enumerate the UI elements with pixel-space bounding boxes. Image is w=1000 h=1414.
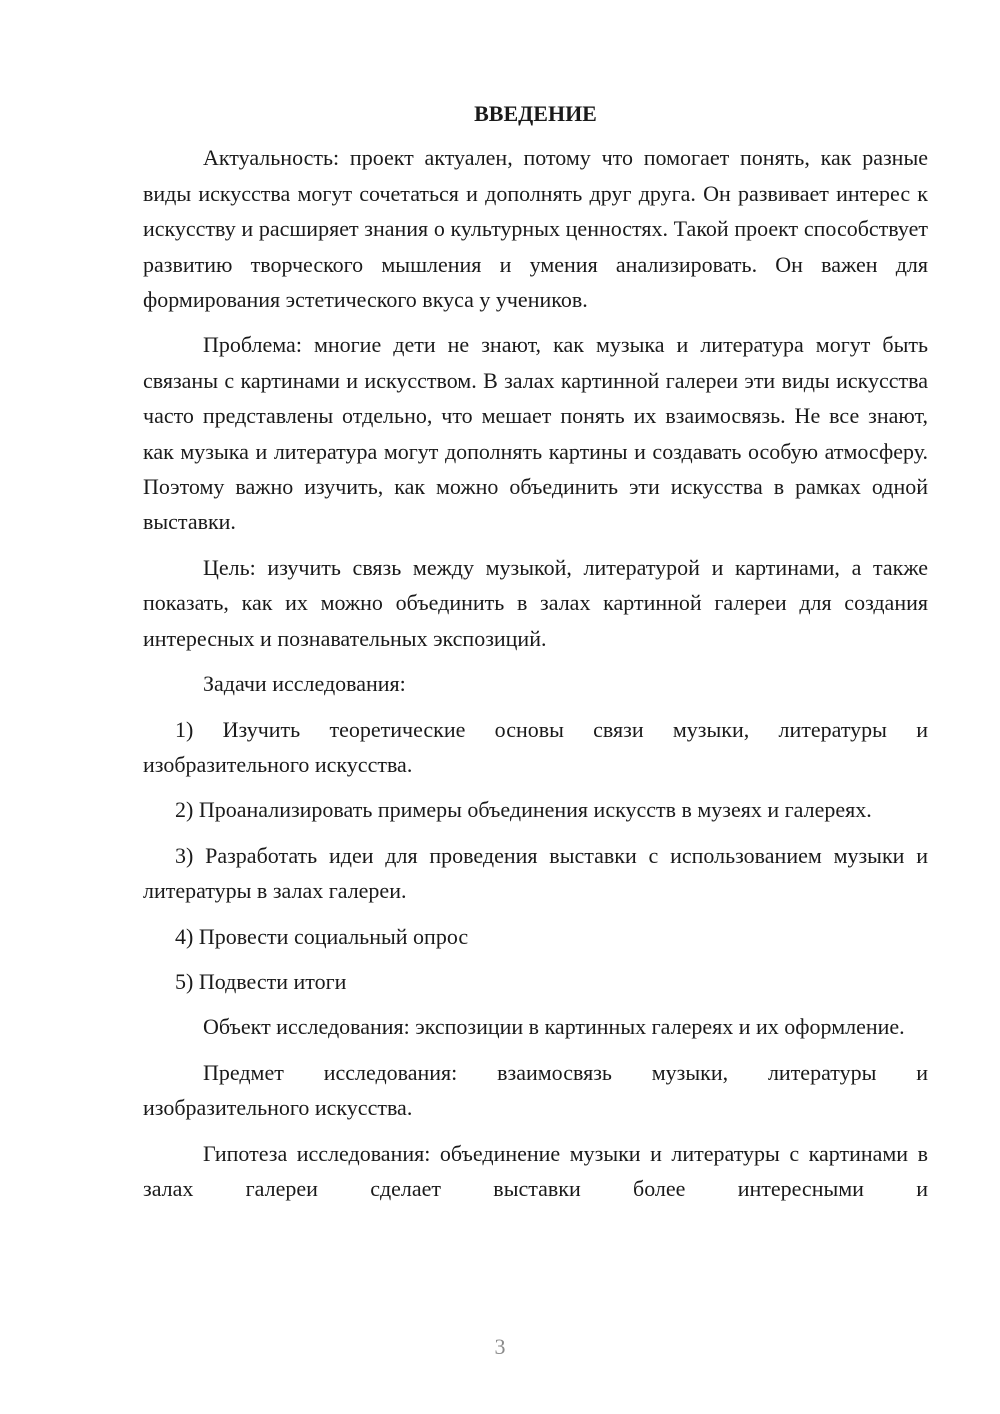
goal-paragraph: Цель: изучить связь между музыкой, литературой и картинами, а также показать, как их можно объединить в залах картинной галереи для создания интересных и познавательных экспозиций. xyxy=(143,554,928,651)
task-item: 4) Провести социальный опрос xyxy=(175,923,469,949)
object-paragraph: Объект исследования: экспозиции в картинных галереях и их оформление. xyxy=(203,1014,905,1040)
task-item: 1) Изучить теоретические основы связи музыки, литературы и изобразительного искусства. xyxy=(143,716,928,777)
tasks-heading: Задачи исследования: xyxy=(203,671,406,697)
section-heading: ВВЕДЕНИЕ xyxy=(474,101,597,126)
hypothesis-paragraph: Гипотеза исследования: объединение музыки и литературы с картинами в залах галереи сделает выставки более интересными и xyxy=(143,1140,928,1201)
problem-paragraph: Проблема: многие дети не знают, как музыка и литература могут быть связаны с картинами и искусством. В залах картинной галереи эти виды искусства часто представлены отдельно, что мешает понять их взаимосвязь. Не все знают, как музыка и литература могут дополнять картины и создавать особую атмосферу. Поэтому важно изучить, как можно объединить эти искусства в рамках одной выставки. xyxy=(143,332,928,535)
task-item: 5) Подвести итоги xyxy=(175,968,347,994)
task-item: 3) Разработать идеи для проведения выставки с использованием музыки и литературы в залах галереи. xyxy=(143,842,928,904)
subject-paragraph: Предмет исследования: взаимосвязь музыки, литературы и изобразительного искусства. xyxy=(143,1059,928,1121)
task-item: 2) Проанализировать примеры объединения искусств в музеях и галереях. xyxy=(175,797,872,823)
document-body xyxy=(143,96,928,1206)
relevance-paragraph: Актуальность: проект актуален, потому что помогает понять, как разные виды искусства могут сочетаться и дополнять друг друга. Он развивает интерес к искусству и расширяет знания о культурных ценностях. Такой проект способствует развитию творческого мышления и умения анализировать. Он важен для формирования эстетического вкуса у учеников. xyxy=(143,145,928,313)
page-number: 3 xyxy=(494,1334,506,1359)
